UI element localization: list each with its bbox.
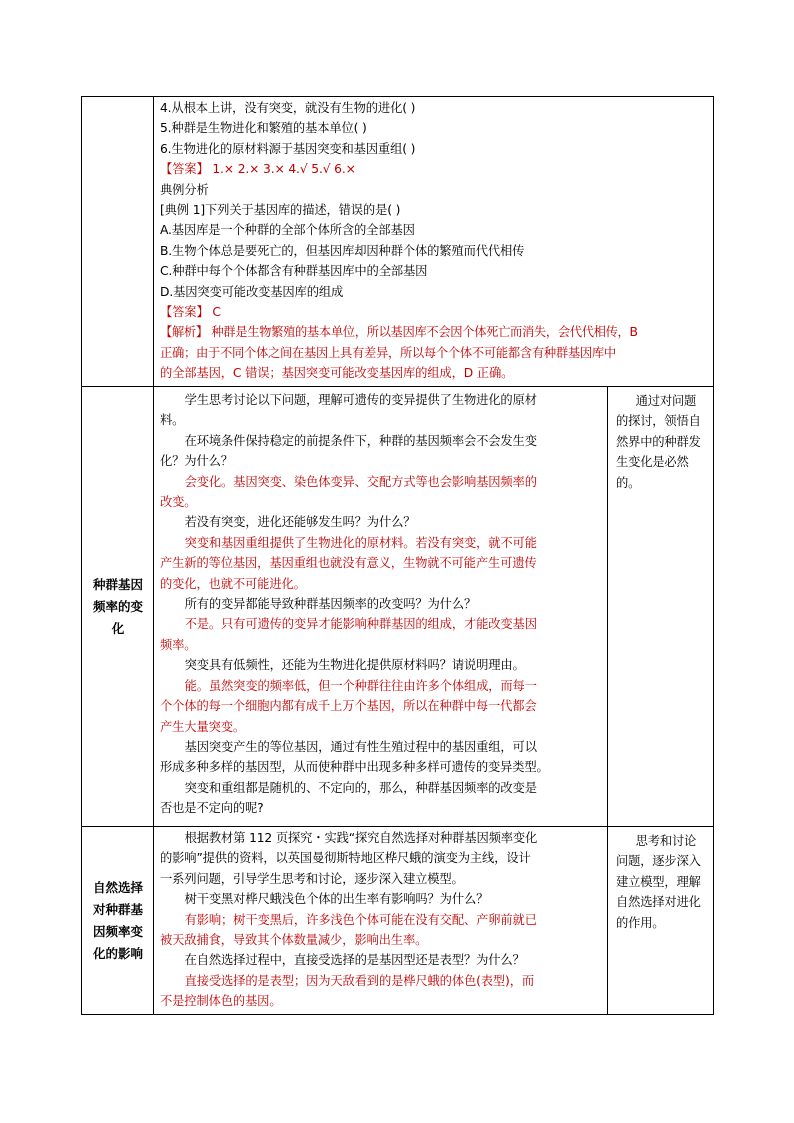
analysis-line [160, 322, 708, 342]
option-a: A.基因库是一个种群的全部个体所含的全部基因 [160, 223, 415, 238]
content-line: 学生思考讨论以下问题，理解可遗传的变异提供了生物进化的原材 [184, 393, 537, 407]
content-line: 的变化，也就不可能进化。 [160, 576, 306, 591]
content-line: 被天敌捕食，导致其个体数量减少，影响出生率。 [160, 933, 428, 948]
content-line: 在环境条件保持稳定的前提条件下，种群的基因频率会不会发生变 [184, 433, 537, 448]
content-line: 不是。只有可遗传的变异才能影响种群基因的组成，才能改变基因 [184, 617, 537, 632]
judge-item: 6.生物进化的原材料源于基因突变和基因重组( ) [160, 141, 416, 156]
content-line: 有影响；树干变黑后，许多浅色个体可能在没有交配、产卵前就已 [184, 912, 537, 927]
content-line: 频率。 [160, 637, 197, 652]
section-cell-empty [82, 97, 154, 387]
content-line: 突变和基因重组提供了生物进化的原材料。若没有突变，就不可能 [184, 535, 537, 550]
teaching-intent [608, 387, 714, 827]
option-c: C.种群中每个个体都含有种群基因库中的全部基因 [160, 264, 428, 279]
analysis-text-3: 的全部基因，C 错误；基因突变可能改变基因库的组成，D 正确。 [160, 366, 514, 381]
content-line: 化？为什么？ [160, 454, 233, 469]
content-cell [154, 97, 714, 387]
content-line: 个个体的每一个细胞内都有成千上万个基因，所以在种群中每一代都会 [160, 699, 537, 714]
example-question: [典例 1]下列关于基因库的描述，错误的是( ) [160, 203, 401, 218]
content-line: 根据教材第 112 页探究・实践“探究自然选择对种群基因频率变化 [184, 831, 538, 845]
example-answer-line [160, 302, 708, 322]
analysis-tag: 【解析】 [160, 325, 208, 340]
lesson-plan-table [81, 96, 714, 1015]
content-line: 直接受选择的是表型；因为天敌看到的是桦尺蛾的体色(表型)，而 [184, 973, 535, 988]
content-line: 否也是不定向的呢? [160, 801, 264, 816]
content-cell [154, 827, 608, 1015]
content-line: 若没有突变，进化还能够发生吗？为什么？ [184, 515, 416, 530]
answer-line [160, 159, 708, 179]
content-line: 的影响”提供的资料，以英国曼彻斯特地区桦尺蛾的演变为主线，设计 [160, 851, 531, 866]
option-b: B.生物个体总是要死亡的，但基因库却因种群个体的繁殖而代代相传 [160, 243, 525, 258]
content-line: 树干变黑对桦尺蛾浅色个体的出生率有影响吗？为什么？ [184, 892, 489, 907]
section-title: 自然选择对种群基因频率变化的影响 [82, 827, 154, 1015]
teaching-intent-text: 通过对问题的探讨，领悟自然界中的种群发生变化是必然的。 [616, 394, 701, 490]
content-cell [154, 387, 608, 827]
content-line: 所有的变异都能导致种群基因频率的改变吗？为什么？ [184, 597, 477, 612]
content-line: 突变具有低频性，还能为生物进化提供原材料吗？请说明理由。 [184, 658, 525, 673]
option-d: D.基因突变可能改变基因库的组成 [160, 284, 344, 299]
section-title: 种群基因频率的变化 [82, 387, 154, 827]
analysis-text-1: 种群是生物繁殖的基本单位，所以基因库不会因个体死亡而消失，会代代相传，B [207, 325, 638, 340]
answer-text: 1.× 2.× 3.× 4.√ 5.√ 6.× [208, 162, 356, 177]
content-line: 产生新的等位基因，基因重组也就没有意义，生物就不可能产生可遗传 [160, 556, 537, 571]
content-line: 不是控制体色的基因。 [160, 994, 282, 1009]
content-line: 突变和重组都是随机的、不定向的，那么，种群基因频率的改变是 [184, 780, 537, 795]
judge-item: 5.种群是生物进化和繁殖的基本单位( ) [160, 121, 367, 136]
content-line: 能。虽然突变的频率低，但一个种群往往由许多个体组成，而每一 [184, 678, 537, 693]
content-line: 基因突变产生的等位基因，通过有性生殖过程中的基因重组，可以 [184, 739, 537, 754]
content-line: 形成多种多样的基因型，从而使种群中出现多种多样可遗传的变异类型。 [160, 760, 549, 775]
table-row [82, 827, 714, 1015]
table-row [82, 387, 714, 827]
table-row [82, 97, 714, 387]
answer-tag: 【答案】 [160, 162, 209, 177]
content-line: 一系列问题，引导学生思考和讨论，逐步深入建立模型。 [160, 871, 464, 886]
teaching-intent-text: 思考和讨论问题，逐步深入建立模型，理解自然选择对进化的作用。 [616, 834, 701, 930]
content-line: 在自然选择过程中，直接受选择的是基因型还是表型？为什么？ [184, 953, 525, 968]
example-answer-text: C [208, 305, 221, 320]
content-line: 产生大量突变。 [160, 719, 246, 734]
judge-item: 4.从根本上讲，没有突变，就没有生物的进化( ) [160, 101, 416, 115]
example-answer-tag: 【答案】 [160, 305, 209, 320]
content-line: 会变化。基因突变、染色体变异、交配方式等也会影响基因频率的 [184, 474, 537, 489]
teaching-intent [608, 827, 714, 1015]
content-line: 料。 [160, 413, 185, 428]
example-title: 典例分析 [160, 182, 209, 197]
analysis-text-2: 正确；由于不同个体之间在基因上具有差异，所以每个个体不可能都含有种群基因库中 [160, 345, 616, 360]
content-line: 改变。 [160, 495, 197, 510]
